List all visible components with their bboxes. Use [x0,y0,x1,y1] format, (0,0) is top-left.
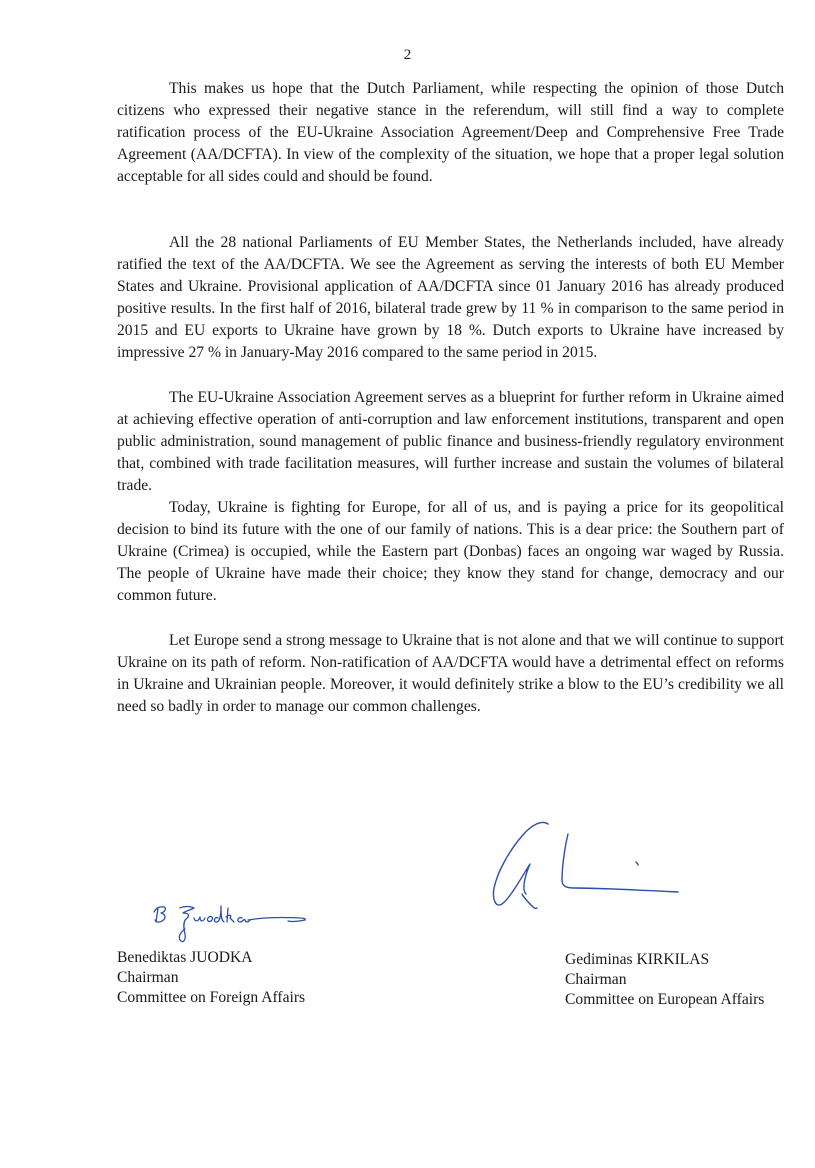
body-paragraph-3: The EU-Ukraine Association Agreement serves as a blueprint for further reform in Ukraine aimed at achieving effective operation of anti-corruption and law enforcement institutions, transparent and open public administration, sound management of public finance and business-friendly regulatory environment that, combined with trade facilitation measures, will further increase and sustain the volumes of bilateral trade. [117,389,784,494]
signatory-left [117,948,305,1008]
signatory-committee: Committee on European Affairs [565,991,765,1008]
signatory-committee: Committee on Foreign Affairs [117,989,306,1006]
signatory-name: Benediktas JUODKA [117,949,253,966]
signature-juodka [150,896,310,951]
body-paragraph-5: Let Europe send a strong message to Ukraine that is not alone and that we will continue to support Ukraine on its path of reform. Non-ratification of AA/DCFTA would have a detrimental effect on reforms in Ukraine and Ukrainian people. Moreover, it would definitely strike a blow to the EU’s credibility we all need so badly in order to manage our common challenges. [117,632,784,715]
signatory-title: Chairman [565,971,627,988]
body-paragraph-2: All the 28 national Parliaments of EU Member States, the Netherlands included, have already ratified the text of the AA/DCFTA. We see the Agreement as serving the interests of both EU Member States and Ukraine. Provisional application of AA/DCFTA since 01 January 2016 has already produced positive results. In the first half of 2016, bilateral trade grew by 11 % in comparison to the same period in 2015 and EU exports to Ukraine have grown by 18 %. Dutch exports to Ukraine have increased by impressive 27 % in January-May 2016 compared to the same period in 2015. [117,234,784,361]
signatory-title: Chairman [117,969,179,986]
body-paragraph-1: This makes us hope that the Dutch Parliament, while respecting the opinion of those Dutch citizens who expressed their negative stance in the referendum, will still find a way to complete ratification process of the EU-Ukraine Association Agreement/Deep and Comprehensive Free Trade Agreement (AA/DCFTA). In view of the complexity of the situation, we hope that a proper legal solution acceptable for all sides could and should be found. [117,80,784,185]
page-number: 2 [403,47,412,63]
signatory-right [565,950,765,1010]
body-paragraph-4: Today, Ukraine is fighting for Europe, for all of us, and is paying a price for its geopolitical decision to bind its future with the one of our family of nations. This is a dear price: the Southern part of Ukraine (Crimea) is occupied, while the Eastern part (Donbas) faces an ongoing war waged by Russia. The people of Ukraine have made their choice; they know they stand for change, democracy and our common future. [117,499,784,604]
signatory-name: Gediminas KIRKILAS [565,951,710,968]
signature-kirkilas [488,818,688,918]
